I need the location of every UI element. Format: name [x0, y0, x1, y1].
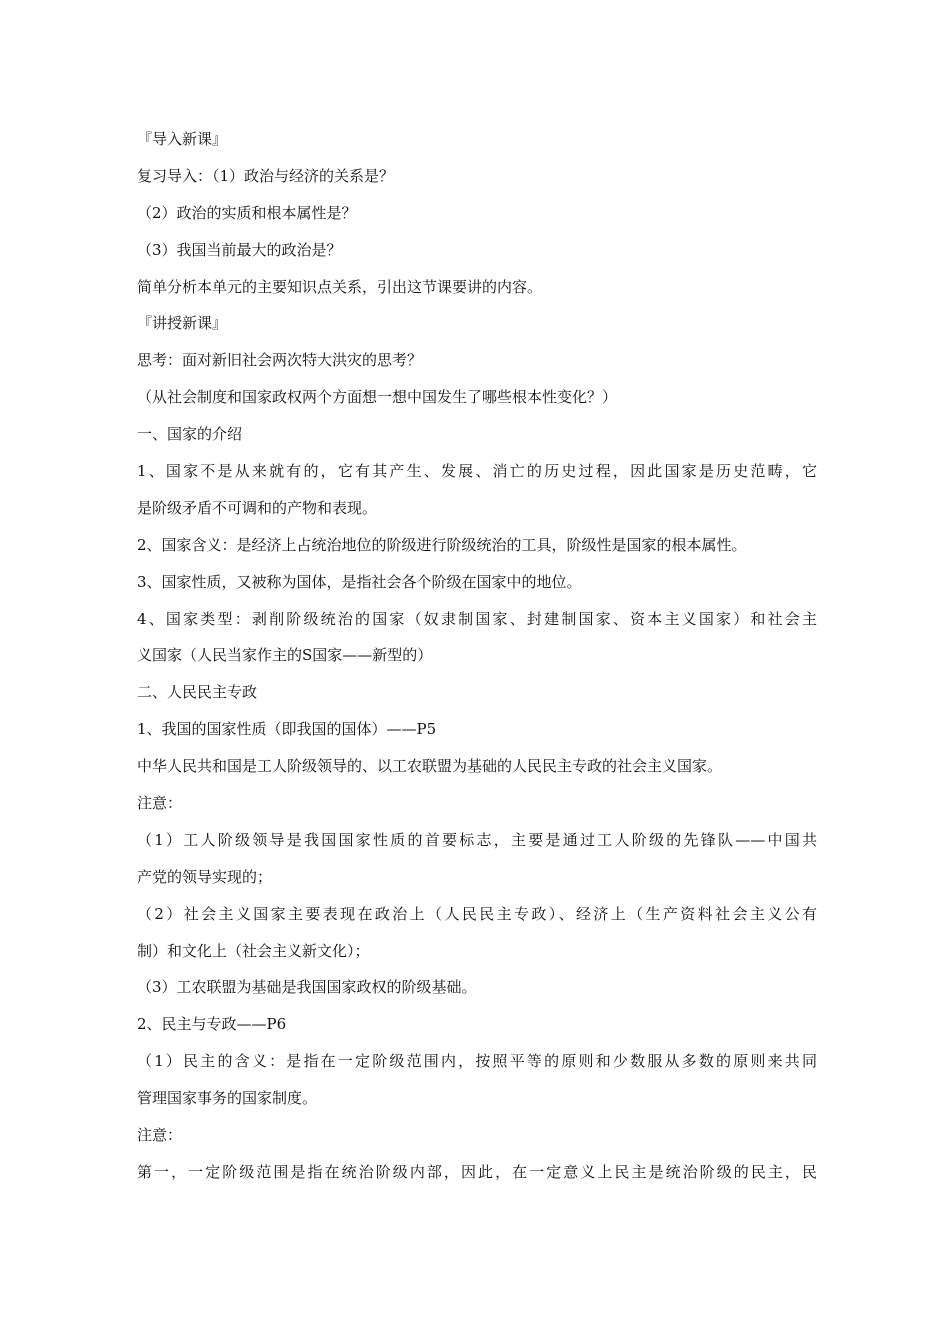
section-heading-state: 一、国家的介绍	[137, 425, 243, 444]
paragraph: 简单分析本单元的主要知识点关系，引出这节课要讲的内容。	[137, 277, 543, 296]
paragraph: 中华人民共和国是工人阶级领导的、以工农联盟为基础的人民民主专政的社会主义国家。	[137, 757, 723, 776]
paragraph: （2）政治的实质和根本属性是？	[137, 203, 357, 222]
paragraph: （1）民主的含义：是指在一定阶级范围内，按照平等的原则和少数服从多数的原则来共同	[137, 1052, 817, 1071]
paragraph: 产党的领导实现的；	[137, 867, 273, 886]
paragraph: （3）我国当前最大的政治是？	[137, 240, 342, 259]
paragraph: 管理国家事务的国家制度。	[137, 1089, 318, 1108]
paragraph: 制）和文化上（社会主义新文化）；	[137, 941, 370, 960]
paragraph: （从社会制度和国家政权两个方面想一想中国发生了哪些根本性变化？）	[137, 388, 618, 407]
paragraph: 2、民主与专政——P6	[137, 1015, 287, 1034]
paragraph: 第一，一定阶级范围是指在统治阶级内部，因此，在一定意义上民主是统治阶级的民主，民	[137, 1162, 817, 1181]
section-heading-intro: 『导入新课』	[137, 130, 228, 148]
paragraph: 思考：面对新旧社会两次特大洪灾的思考？	[137, 351, 423, 370]
paragraph: 是阶级矛盾不可调和的产物和表现。	[137, 498, 378, 517]
paragraph: 2、国家含义：是经济上占统治地位的阶级进行阶级统治的工具，阶级性是国家的根本属性。	[137, 535, 747, 554]
document-body	[137, 121, 817, 1191]
paragraph: 4、国家类型：剥削阶级统治的国家（奴隶制国家、封建制国家、资本主义国家）和社会主	[137, 609, 817, 628]
paragraph: 3、国家性质，又被称为国体，是指社会各个阶级在国家中的地位。	[137, 572, 582, 591]
paragraph: 复习导入：（1）政治与经济的关系是？	[137, 166, 395, 185]
section-heading-dictatorship: 二、人民民主专政	[137, 683, 258, 702]
paragraph: 义国家（人民当家作主的S国家——新型的）	[137, 646, 433, 665]
paragraph: （3）工农联盟为基础是我国国家政权的阶级基础。	[137, 978, 477, 997]
paragraph: （2）社会主义国家主要表现在政治上（人民民主专政）、经济上（生产资料社会主义公有	[137, 904, 817, 923]
paragraph: 1、我国的国家性质（即我国的国体）——P5	[137, 720, 437, 739]
paragraph: （1）工人阶级领导是我国国家性质的首要标志，主要是通过工人阶级的先锋队——中国共	[137, 830, 817, 849]
paragraph: 1、国家不是从来就有的，它有其产生、发展、消亡的历史过程，因此国家是历史范畴，它	[137, 462, 817, 481]
section-heading-lecture: 『讲授新课』	[137, 314, 228, 333]
note-label: 注意：	[137, 1126, 183, 1145]
note-label: 注意：	[137, 794, 183, 813]
